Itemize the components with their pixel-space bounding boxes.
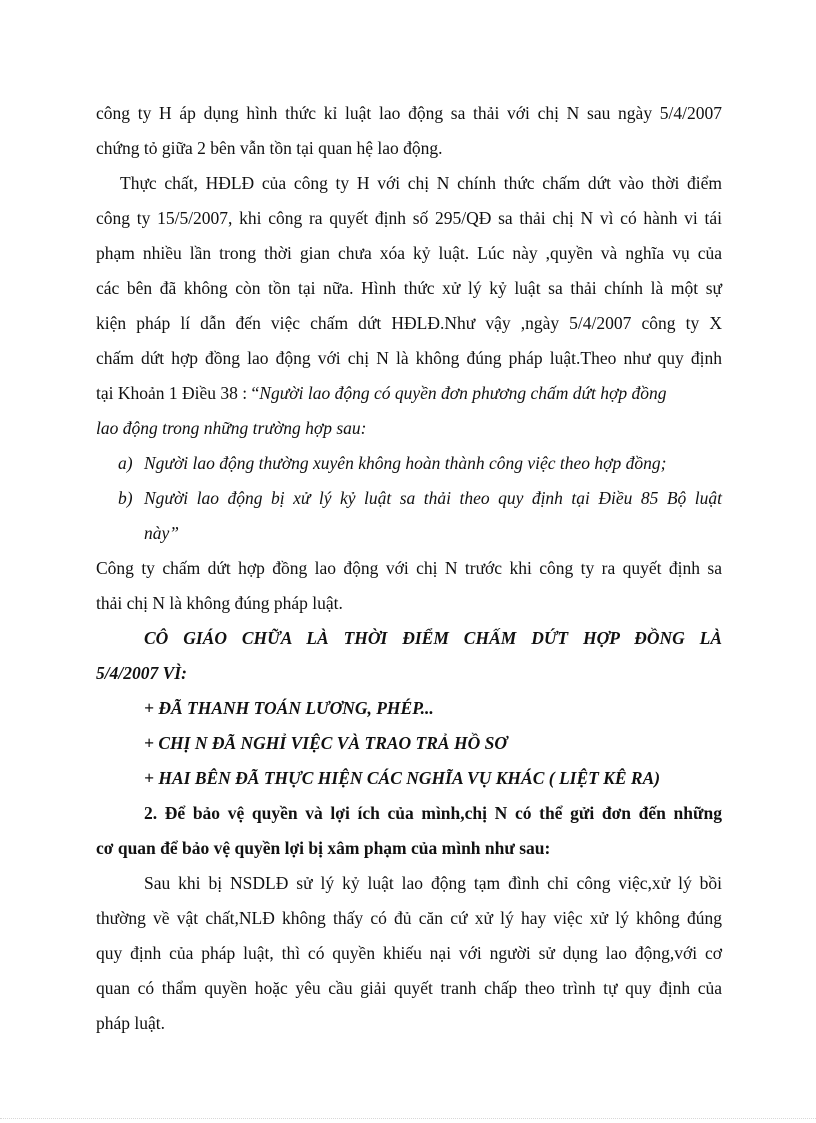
paragraph-line: thường về vật chất,NLĐ không thấy có đủ căn cứ xử lý hay việc xử lý không đúng <box>96 908 722 928</box>
paragraph-line: chứng tỏ giữa 2 bên vẫn tồn tại quan hệ lao động. <box>96 138 443 158</box>
paragraph-line: Sau khi bị NSDLĐ sử lý kỷ luật lao động tạm đình chỉ công việc,xử lý bồi <box>144 873 722 893</box>
teacher-note-item: + CHỊ N ĐÃ NGHỈ VIỆC VÀ TRAO TRẢ HỒ SƠ <box>144 733 507 753</box>
paragraph-line: quan có thẩm quyền hoặc yêu cầu giải quyết tranh chấp theo trình tự quy định của <box>96 978 722 998</box>
section-heading: 2. Để bảo vệ quyền và lợi ích của mình,chị N có thể gửi đơn đến những <box>144 803 722 823</box>
paragraph-line: quy định của pháp luật, thì có quyền khiếu nại với người sử dụng lao động,với cơ <box>96 943 722 963</box>
teacher-note-heading-cont: 5/4/2007 VÌ: <box>96 663 187 683</box>
page-bottom-border <box>0 1118 816 1119</box>
teacher-note-heading: CÔ GIÁO CHỮA LÀ THỜI ĐIỂM CHẤM DỨT HỢP ĐỒNG LÀ <box>144 628 722 648</box>
paragraph-line: kiện pháp lí dẫn đến việc chấm dứt HĐLĐ.Như vậy ,ngày 5/4/2007 công ty X <box>96 313 722 333</box>
section-heading-cont: cơ quan để bảo vệ quyền lợi bị xâm phạm của mình như sau: <box>96 838 551 858</box>
paragraph-line: các bên đã không còn tồn tại nữa. Hình thức xử lý kỷ luật sa thải chính là một sự <box>96 278 722 298</box>
paragraph-line: pháp luật. <box>96 1013 166 1033</box>
quote-intro-text: tại Khoản 1 Điều 38 : “ <box>96 383 260 403</box>
list-item-b: Người lao động bị xử lý kỷ luật sa thải theo quy định tại Điều 85 Bộ luật <box>144 488 722 508</box>
quote-line: lao động trong những trường hợp sau: <box>96 418 367 438</box>
paragraph-line: Thực chất, HĐLĐ của công ty H với chị N chính thức chấm dứt vào thời điểm <box>120 173 722 193</box>
list-marker-a: a) <box>118 453 133 473</box>
paragraph-line: thải chị N là không đúng pháp luật. <box>96 593 343 613</box>
paragraph-line: công ty 15/5/2007, khi công ra quyết định số 295/QĐ sa thải chị N vì có hành vi tái <box>96 208 722 228</box>
teacher-note-item: + ĐÃ THANH TOÁN LƯƠNG, PHÉP... <box>144 698 434 718</box>
paragraph-line: công ty H áp dụng hình thức kỉ luật lao động sa thải với chị N sau ngày 5/4/2007 <box>96 103 722 123</box>
list-item-b-cont: này” <box>144 523 179 543</box>
list-marker-b: b) <box>118 488 133 508</box>
teacher-note-item: + HAI BÊN ĐÃ THỰC HIỆN CÁC NGHĨA VỤ KHÁC ( LIỆT KÊ RA) <box>144 768 661 788</box>
paragraph-line: phạm nhiều lần trong thời gian chưa xóa kỷ luật. Lúc này ,quyền và nghĩa vụ của <box>96 243 722 263</box>
paragraph-line: Công ty chấm dứt hợp đồng lao động với chị N trước khi công ty ra quyết định sa <box>96 558 722 578</box>
quote-intro-line <box>96 376 667 410</box>
list-item-a: Người lao động thường xuyên không hoàn thành công việc theo hợp đồng; <box>144 453 667 473</box>
quote-text: Người lao động có quyền đơn phương chấm dứt hợp đồng <box>259 383 667 403</box>
paragraph-line: chấm dứt hợp đồng lao động với chị N là không đúng pháp luật.Theo như quy định <box>96 348 722 368</box>
